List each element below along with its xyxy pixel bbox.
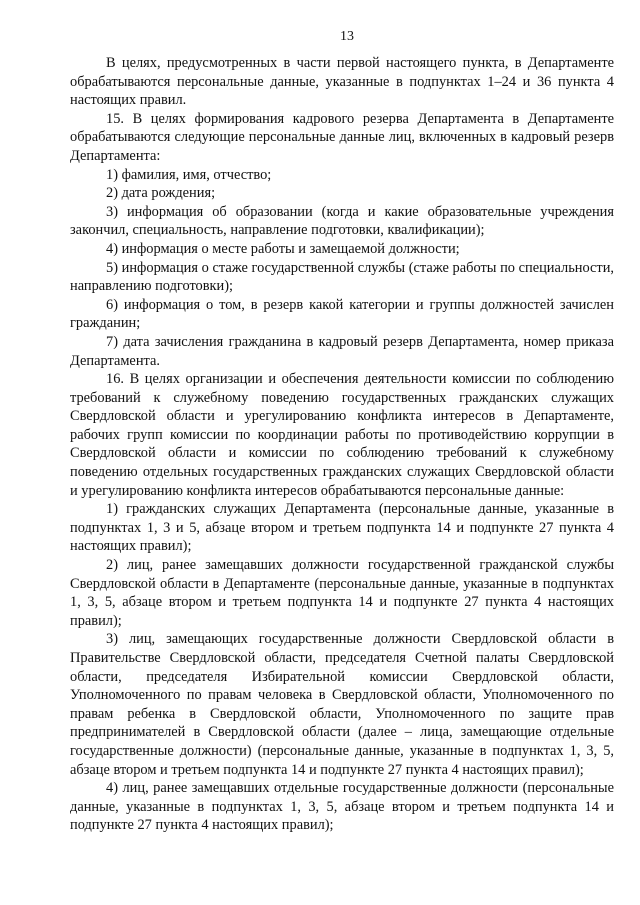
paragraph-16-item-1: 1) гражданских служащих Департамента (персональные данные, указанные в подпунктах 1, 3 и 5, абзаце втором и третьем подпункта 14 и подпункте 27 пункта 4 настоящих правил);	[70, 501, 614, 555]
paragraph-15-item-2: 2) дата рождения;	[106, 185, 216, 202]
paragraph-16-item-2: 2) лиц, ранее замещавших должности государственной гражданской службы Свердловской области в Департаменте (персональные данные, указанные в подпунктах 1, 3, 5, абзаце втором и третьем подпункта 14 и подпункте 27 пункта 4 настоящих правил);	[70, 557, 614, 629]
paragraph-15-item-3: 3) информация об образовании (когда и какие образовательные учреждения закончил, специальность, направление подготовки, квалификации);	[70, 203, 614, 239]
paragraph-15-item-7: 7) дата зачисления гражданина в кадровый резерв Департамента, номер приказа Департамента.	[70, 333, 614, 369]
paragraph-15-item-4: 4) информация о месте работы и замещаемой должности;	[106, 240, 460, 257]
page-number: 13	[340, 29, 354, 44]
paragraph-16-item-4: 4) лиц, ранее замещавших отдельные государственные должности (персональные данные, указанные в подпунктах 1, 3, 5, абзаце втором и третьем подпункта 14 и подпункте 27 пункта 4 настоящих правил);	[70, 780, 614, 834]
paragraph-15-item-1: 1) фамилия, имя, отчество;	[106, 166, 272, 183]
paragraph-15-intro: 15. В целях формирования кадрового резерва Департамента в Департаменте обрабатываются следующие персональные данные лиц, включенных в кадровый резерв Департамента:	[70, 110, 614, 164]
paragraph-15-item-5: 5) информация о стаже государственной службы (стаже работы по специальности, направлению подготовки);	[70, 259, 614, 295]
paragraph-14-purpose-note: В целях, предусмотренных в части первой настоящего пункта, в Департаменте обрабатываются персональные данные, указанные в подпунктах 1–24 и 36 пункта 4 настоящих правил.	[70, 55, 614, 109]
paragraph-16-intro: 16. В целях организации и обеспечения деятельности комиссии по соблюдению требований к служебному поведению государственных гражданских служащих Свердловской области и урегулированию конфликта интересов в Департаменте, рабочих групп комиссии по координации работы по противодействию коррупции в Свердловской области и комиссии по соблюдению требований к служебному поведению отдельных государственных гражданских служащих Свердловской области и урегулированию конфликта интересов обрабатываются персональные данные:	[70, 371, 614, 499]
paragraph-16-item-3: 3) лиц, замещающих государственные должности Свердловской области в Правительстве Свердловской области, председателя Счетной палаты Свердловской области, председателя Избирательной комиссии Свердловской области, Уполномоченного по правам человека в Свердловской области, Уполномоченного по правам ребенка в Свердловской области, Уполномоченного по защите прав предпринимателей в Свердловской области (далее – лица, замещающие отдельные государственные должности) (персональные данные, указанные в подпунктах 1, 3, 5, абзаце втором и третьем подпункта 14 и подпункте 27 пункта 4 настоящих правил);	[70, 631, 614, 778]
paragraph-15-item-6: 6) информация о том, в резерв какой категории и группы должностей зачислен гражданин;	[70, 296, 614, 332]
